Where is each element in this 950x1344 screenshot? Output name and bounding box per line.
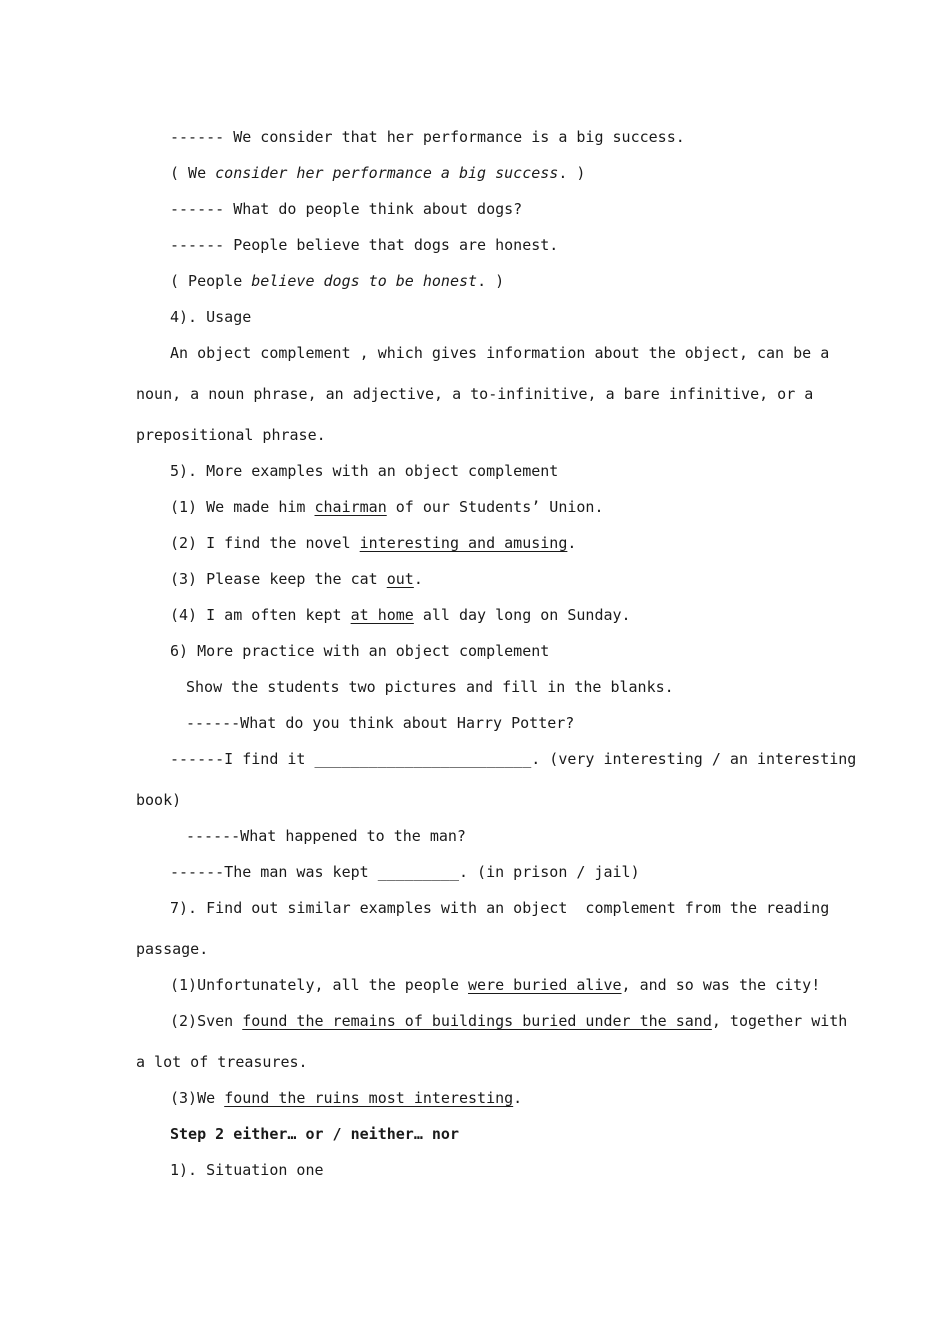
- example-line: [170, 1089, 522, 1107]
- text-segment: (1) We made him: [170, 498, 315, 516]
- section-heading: 4). Usage: [170, 308, 252, 326]
- text-segment: .: [567, 534, 577, 552]
- underlined-phrase: chairman: [314, 498, 387, 516]
- fill-in-blank-line: ------I find it ________________________. (very interesting / an interesting: [170, 750, 857, 768]
- text-line: prepositional phrase.: [136, 426, 326, 444]
- underlined-phrase: found the remains of buildings buried under the sand: [242, 1012, 712, 1030]
- section-heading: 6) More practice with an object complement: [170, 642, 550, 660]
- text-line: passage.: [136, 940, 209, 958]
- text-segment: ( People: [170, 272, 252, 290]
- text-segment: (3) Please keep the cat: [170, 570, 387, 588]
- text-segment: .: [413, 570, 423, 588]
- section-heading: 1). Situation one: [170, 1161, 324, 1179]
- text-segment: (1)Unfortunately, all the people: [170, 976, 469, 994]
- italic-phrase: consider her performance a big success: [215, 164, 559, 182]
- text-line: ------ We consider that her performance is a big success.: [170, 128, 685, 146]
- text-segment: .: [513, 1089, 523, 1107]
- underlined-phrase: interesting and amusing: [359, 534, 568, 552]
- example-line: [170, 606, 631, 624]
- text-line: An object complement , which gives information about the object, can be a: [170, 344, 830, 362]
- text-line: [170, 272, 504, 290]
- text-line: ------What do you think about Harry Potter?: [186, 714, 575, 732]
- example-line: [170, 498, 604, 516]
- example-line: [170, 976, 820, 994]
- text-line: ------What happened to the man?: [186, 827, 466, 845]
- text-segment: all day long on Sunday.: [413, 606, 631, 624]
- text-line: Show the students two pictures and fill in the blanks.: [186, 678, 674, 696]
- text-segment: (2)Sven: [170, 1012, 243, 1030]
- text-segment: of our Students’ Union.: [386, 498, 604, 516]
- section-heading: 5). More examples with an object complement: [170, 462, 559, 480]
- text-segment: , together with: [711, 1012, 848, 1030]
- text-segment: ( We: [170, 164, 216, 182]
- text-line: book): [136, 791, 182, 809]
- text-segment: , and so was the city!: [621, 976, 821, 994]
- example-line: [170, 534, 576, 552]
- underlined-phrase: found the ruins most interesting: [224, 1089, 514, 1107]
- text-line: a lot of treasures.: [136, 1053, 308, 1071]
- section-heading: 7). Find out similar examples with an object complement from the reading: [170, 899, 830, 917]
- text-segment: . ): [477, 272, 505, 290]
- underlined-phrase: were buried alive: [468, 976, 622, 994]
- text-segment: (3)We: [170, 1089, 225, 1107]
- step-heading: Step 2 either… or / neither… nor: [170, 1125, 459, 1143]
- fill-in-blank-line: ------The man was kept _________. (in prison / jail): [170, 863, 640, 881]
- example-line: [170, 570, 423, 588]
- text-segment: (2) I find the novel: [170, 534, 360, 552]
- example-line: [170, 1012, 847, 1030]
- text-line: noun, a noun phrase, an adjective, a to-infinitive, a bare infinitive, or a: [136, 385, 814, 403]
- text-line: [170, 164, 585, 182]
- underlined-phrase: out: [386, 570, 414, 588]
- text-line: ------ What do people think about dogs?: [170, 200, 523, 218]
- text-segment: . ): [558, 164, 586, 182]
- underlined-phrase: at home: [350, 606, 414, 624]
- italic-phrase: believe dogs to be honest: [251, 272, 478, 290]
- text-segment: (4) I am often kept: [170, 606, 351, 624]
- text-line: ------ People believe that dogs are honest.: [170, 236, 559, 254]
